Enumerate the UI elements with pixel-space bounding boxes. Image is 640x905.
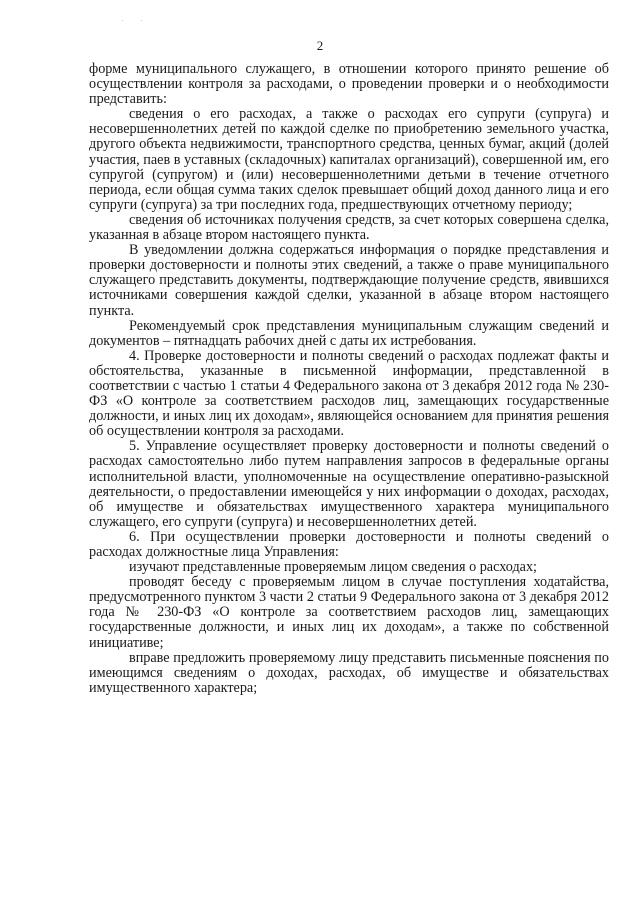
scan-specks: . . bbox=[122, 17, 151, 23]
page-number: 2 bbox=[316, 38, 324, 53]
paragraph-item-6: 6. При осуществлении проверки достоверности и полноты сведений о расходах должностные лица Управления: bbox=[89, 528, 609, 560]
document-body bbox=[89, 62, 609, 696]
paragraph-continuation: форме муниципального служащего, в отношении которого принято решение об осуществлении контроля за расходами, о проведении проверки и о необходимости представить: bbox=[89, 61, 609, 108]
paragraph-conversation: проводят беседу с проверяемым лицом в случае поступления ходатайства, предусмотренного пунктом 3 части 2 статьи 9 Федерального закона от 3 декабря 2012 года № 230-ФЗ «О контроле за соответствием расходов лиц, замещающих государственные должности, и иных лиц их доходам», а также по собственной инициативе; bbox=[89, 574, 609, 651]
paragraph-item-4: 4. Проверке достоверности и полноты сведений о расходах подлежат факты и обстоятельства, указанные в письменной информации, представленной в соответствии с частью 1 статьи 4 Федерального закона от 3 декабря 2012 года № 230-ФЗ «О контроле за соответствием расходов лиц, замещающих государственные должности, и иных лиц их доходам», являющейся основанием для принятия решения об осуществлении контроля за расходами. bbox=[89, 347, 609, 440]
paragraph-written-explanations: вправе предложить проверяемому лицу представить письменные пояснения по имеющимся сведениям о доходах, расходах, об имуществе и обязательствах имущественного характера; bbox=[89, 649, 609, 696]
paragraph-recommended-term: Рекомендуемый срок представления муниципальным служащим сведений и документов – пятнадцать рабочих дней с даты их истребования. bbox=[89, 317, 609, 349]
paragraph-funding-sources: сведения об источниках получения средств, за счет которых совершена сделка, указанная в абзаце втором настоящего пункта. bbox=[89, 211, 609, 244]
paragraph-study-info: изучают представленные проверяемым лицом сведения о расходах; bbox=[129, 559, 537, 576]
paragraph-notification-content: В уведомлении должна содержаться информация о порядке представления и проверки достоверности и полноты этих сведений, а также о праве муниципального служащего представить документы, подтверждающие получение средств, явившихся источниками совершения каждой сделки, указанной в абзаце втором настоящего пункта. bbox=[89, 242, 609, 319]
paragraph-item-5: 5. Управление осуществляет проверку достоверности и полноты сведений о расходах самостоятельно либо путем направления запросов в федеральные органы исполнительной власти, уполномоченные на осуществление оперативно-разыскной деятельности, о предоставлении имеющейся у них информации о доходах, расходах, об имуществе и обязательствах имущественного характера муниципального служащего, его супруги (супруга) и несовершеннолетних детей. bbox=[89, 438, 609, 530]
paragraph-expenses-info: сведения о его расходах, а также о расходах его супруги (супруга) и несовершеннолетних детей по каждой сделке по приобретению земельного участка, другого объекта недвижимости, транспортного средства, ценных бумаг, акций (долей участия, паев в уставных (складочных) капиталах организаций), совершенной им, его супругой (супругом) и (или) несовершеннолетними детьми в течение отчетного периода, если общая сумма таких сделок превышает общий доход данного лица и его супруги (супруга) за три последних года, предшествующих отчетному периоду; bbox=[89, 106, 609, 213]
